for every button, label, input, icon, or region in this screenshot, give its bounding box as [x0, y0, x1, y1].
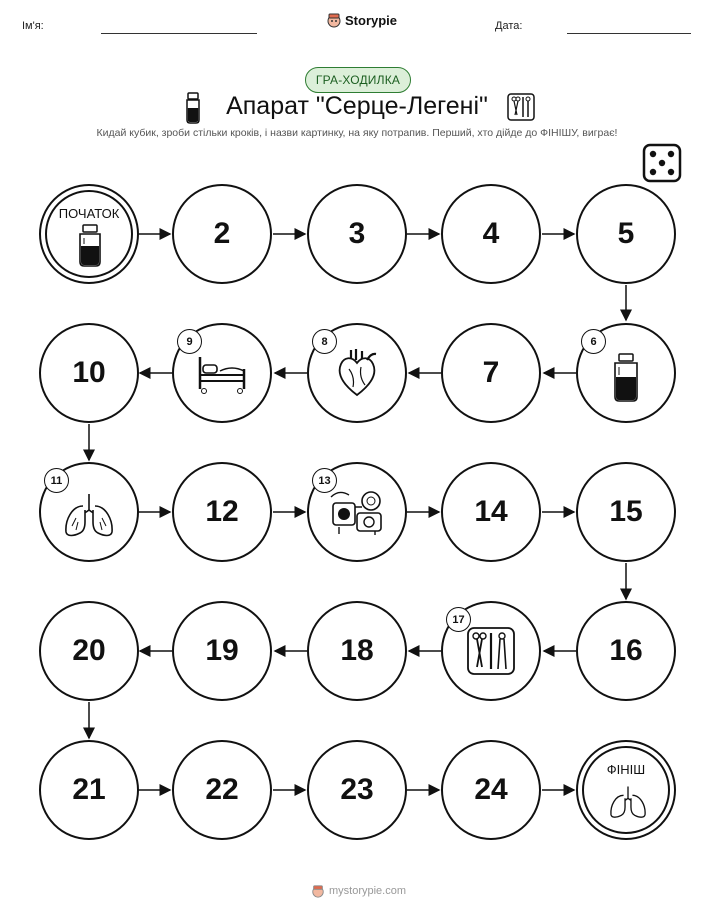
- board-cell-picture: [441, 601, 541, 701]
- board-cell: 7: [441, 323, 541, 423]
- finish-label: ФІНІШ: [606, 762, 646, 777]
- board-cell: 4: [441, 184, 541, 284]
- lungs-icon: [62, 492, 116, 538]
- board-cell-picture: [576, 323, 676, 423]
- heart-icon: [333, 347, 381, 399]
- board-cell: 18: [307, 601, 407, 701]
- cell-number-badge: 11: [44, 468, 69, 493]
- board-cell: 10: [39, 323, 139, 423]
- heart-lung-machine-icon: [327, 487, 387, 537]
- board-cell-picture: [39, 462, 139, 562]
- board-cell: 19: [172, 601, 272, 701]
- cell-number-badge: 8: [312, 329, 337, 354]
- board-cell: 3: [307, 184, 407, 284]
- board-cell: 2: [172, 184, 272, 284]
- board-cell-picture: [172, 323, 272, 423]
- cell-number-badge: 6: [581, 329, 606, 354]
- finish-cell: [576, 740, 676, 840]
- lungs-icon: [608, 784, 648, 820]
- game-type-badge: ГРА-ХОДИЛКА: [305, 67, 411, 93]
- start-cell: [39, 184, 139, 284]
- storypie-mascot-icon: [311, 884, 325, 898]
- board-cell: 22: [172, 740, 272, 840]
- footer-url[interactable]: mystorypie.com: [329, 885, 407, 897]
- board-cell: 24: [441, 740, 541, 840]
- board-cell: 12: [172, 462, 272, 562]
- cell-number-badge: 13: [312, 468, 337, 493]
- board-cell-picture: [307, 323, 407, 423]
- cell-number-badge: 17: [446, 607, 471, 632]
- board-cell: 16: [576, 601, 676, 701]
- surgical-tools-icon: [465, 625, 517, 677]
- vial-icon: [73, 224, 107, 268]
- start-label: ПОЧАТОК: [58, 206, 120, 221]
- board-cell: 23: [307, 740, 407, 840]
- page-title: Апарат "Серце-Легені": [226, 92, 488, 120]
- brand-name: Storypie: [345, 12, 398, 28]
- board-cell: 20: [39, 601, 139, 701]
- cell-number-badge: 9: [177, 329, 202, 354]
- board-cell: 15: [576, 462, 676, 562]
- instructions-text: Кидай кубик, зроби стільки кроків, і назви картинку, на яку потрапив. Перший, хто дійде до ФІНІШУ, виграє!: [96, 127, 618, 139]
- board-cell: 14: [441, 462, 541, 562]
- hospital-bed-icon: [194, 351, 250, 395]
- board-cell-picture: [307, 462, 407, 562]
- vial-icon: [609, 353, 643, 403]
- board-cell: 21: [39, 740, 139, 840]
- name-label: Ім'я:: [22, 20, 44, 32]
- date-label: Дата:: [495, 20, 523, 32]
- footer: [311, 884, 406, 898]
- board-cell: 5: [576, 184, 676, 284]
